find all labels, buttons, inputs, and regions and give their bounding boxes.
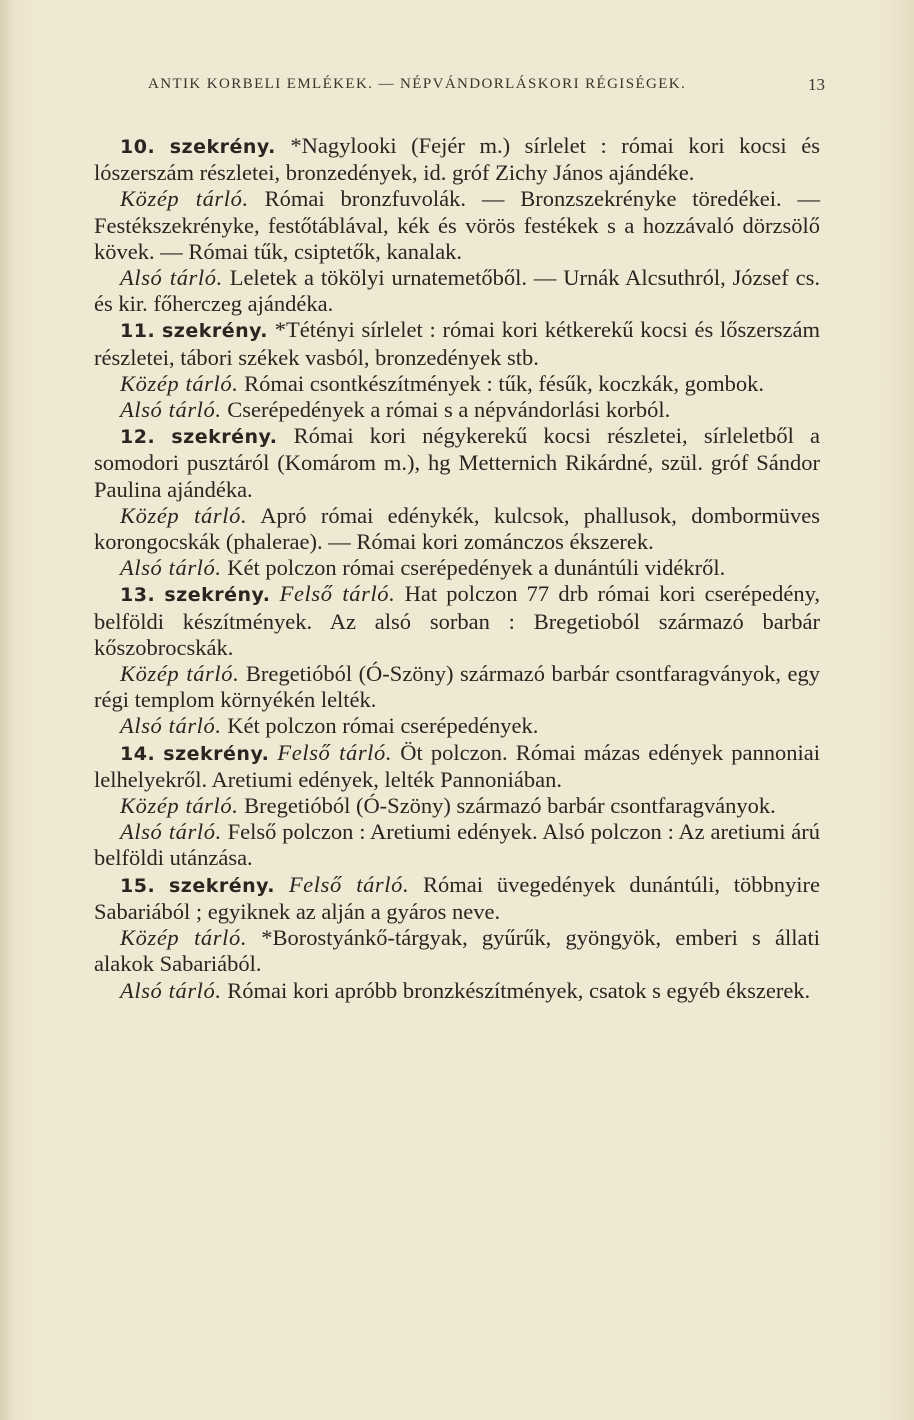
case-label: Alsó tárló. bbox=[120, 397, 222, 423]
paragraph-text: Római kori apróbb bronzkészítmények, csatok s egyéb ékszerek. bbox=[227, 977, 811, 1003]
paragraph-text: Római bronzfuvolák. — Bronzszekrényke töredékei. — Festékszekrényke, festőtáblával, kék és vörös festékek s a hozzávaló dörzsölő kövek. — Római tűk, csiptetők, kanalak. bbox=[94, 186, 821, 264]
cabinet-word: szekrény. bbox=[169, 136, 276, 158]
cabinet-paragraph bbox=[94, 423, 820, 503]
case-label: Közép tárló. bbox=[120, 186, 249, 212]
cabinet-paragraph bbox=[94, 581, 820, 661]
paragraph-text: Római kori négykerekű kocsi részletei, sírleletből a somodori pusztáról (Komárom m.), hg Metternich Rikárdné, szül. gróf Sándor Paulina ajándéka. bbox=[94, 423, 821, 502]
paragraph-text: *Nagylooki (Fejér m.) sírlelet : római kori kocsi és lószerszám részletei, bronzedények, id. gróf Zichy János ajándéke. bbox=[94, 133, 820, 186]
body-text bbox=[94, 133, 820, 1004]
paragraph-text: Felső polczon : Aretiumi edények. Alsó polczon : Az aretiumi árú belföldi utánzása. bbox=[94, 819, 820, 871]
case-label: Alsó tárló. bbox=[120, 713, 222, 739]
cabinet-paragraph bbox=[94, 317, 820, 370]
paragraph-text: Római csontkészítmények : tűk, fésűk, koczkák, gombok. bbox=[244, 370, 764, 396]
case-paragraph bbox=[94, 265, 820, 317]
paragraph-text: Bregetióból (Ó-Szöny) származó barbár csontfaragványok, egy régi templom környékén lelték. bbox=[94, 661, 820, 713]
case-label: Felső tárló. bbox=[288, 871, 410, 897]
case-label: Alsó tárló. bbox=[120, 265, 223, 291]
running-title: ANTIK KORBELI EMLÉKEK. — NÉPVÁNDORLÁSKORI RÉGISÉGEK. bbox=[148, 76, 687, 92]
cabinet-word: szekrény. bbox=[164, 584, 271, 607]
case-paragraph bbox=[94, 793, 820, 819]
case-paragraph bbox=[94, 819, 820, 871]
paragraph-text: Öt polczon. Római mázas edények pannoniai lelhelyekről. Aretiumi edények, lelték Pannoniában. bbox=[94, 739, 821, 792]
paragraph-text: Leletek a tökölyi urnatemetőből. — Urnák Alcsuthról, József cs. és kir. főherczeg ajándéka. bbox=[94, 265, 820, 317]
case-paragraph bbox=[94, 397, 820, 423]
cabinet-number: 14. bbox=[120, 742, 156, 765]
case-paragraph bbox=[94, 555, 820, 581]
case-label: Közép tárló. bbox=[120, 370, 239, 396]
cabinet-number: 11. bbox=[120, 320, 156, 343]
cabinet-word: szekrény. bbox=[163, 742, 270, 765]
case-label: Alsó tárló. bbox=[120, 819, 222, 845]
case-paragraph bbox=[94, 371, 820, 397]
case-label: Felső tárló. bbox=[277, 739, 393, 765]
paragraph-text: Bregetióból (Ó-Szöny) származó barbár csontfaragványok. bbox=[244, 793, 776, 819]
cabinet-number: 12. bbox=[120, 426, 156, 449]
case-paragraph bbox=[94, 978, 820, 1004]
case-label: Alsó tárló. bbox=[120, 555, 222, 581]
cabinet-number: 13. bbox=[120, 584, 156, 607]
cabinet-paragraph bbox=[94, 133, 820, 186]
paragraph-text: Apró római edénykék, kulcsok, phallusok, dombormüves korongocskák (phalerae). — Római kori zománczos ékszerek. bbox=[94, 502, 820, 555]
case-label: Közép tárló. bbox=[120, 925, 248, 951]
case-paragraph bbox=[94, 713, 820, 739]
cabinet-word: szekrény. bbox=[171, 426, 278, 449]
cabinet-number: 10. bbox=[120, 136, 156, 158]
case-label: Közép tárló. bbox=[120, 793, 239, 819]
case-label: Felső tárló. bbox=[279, 581, 396, 607]
case-paragraph bbox=[94, 925, 820, 977]
case-label: Alsó tárló. bbox=[120, 977, 222, 1003]
paragraph-text: *Borostyánkő-tárgyak, gyűrűk, gyöngyök, emberi s állati alakok Sabariából. bbox=[94, 925, 820, 977]
case-label: Közép tárló. bbox=[120, 661, 240, 687]
case-paragraph bbox=[94, 186, 820, 265]
page-number: 13 bbox=[808, 75, 825, 94]
cabinet-number: 15. bbox=[120, 874, 156, 897]
case-paragraph bbox=[94, 661, 820, 713]
case-label: Közép tárló. bbox=[120, 502, 248, 528]
cabinet-paragraph bbox=[94, 872, 820, 925]
case-paragraph bbox=[94, 503, 820, 555]
cabinet-word: szekrény. bbox=[161, 320, 268, 343]
paragraph-text: Cserépedények a római s a népvándorlási korból. bbox=[227, 397, 671, 423]
paragraph-text: Két polczon római cserépedények a dunántúli vidékről. bbox=[227, 555, 726, 581]
paragraph-text: Két polczon római cserépedények. bbox=[227, 713, 539, 739]
paragraph-text: *Tétényi sírlelet : római kori kétkerekű kocsi és lőszerszám részletei, tábori székek vasból, bronzedények stb. bbox=[94, 317, 821, 370]
paragraph-text: Hat polczon 77 drb római kori cserépedény, belföldi készítmények. Az alsó sorban : Bregetioból származó barbár kőszobrocskák. bbox=[94, 581, 821, 660]
cabinet-paragraph bbox=[94, 740, 820, 793]
cabinet-word: szekrény. bbox=[168, 874, 276, 897]
running-header bbox=[148, 76, 828, 93]
paragraph-text: Római üvegedények dunántúli, többnyire Sabariából ; egyiknek az alján a gyáros neve. bbox=[94, 871, 821, 924]
